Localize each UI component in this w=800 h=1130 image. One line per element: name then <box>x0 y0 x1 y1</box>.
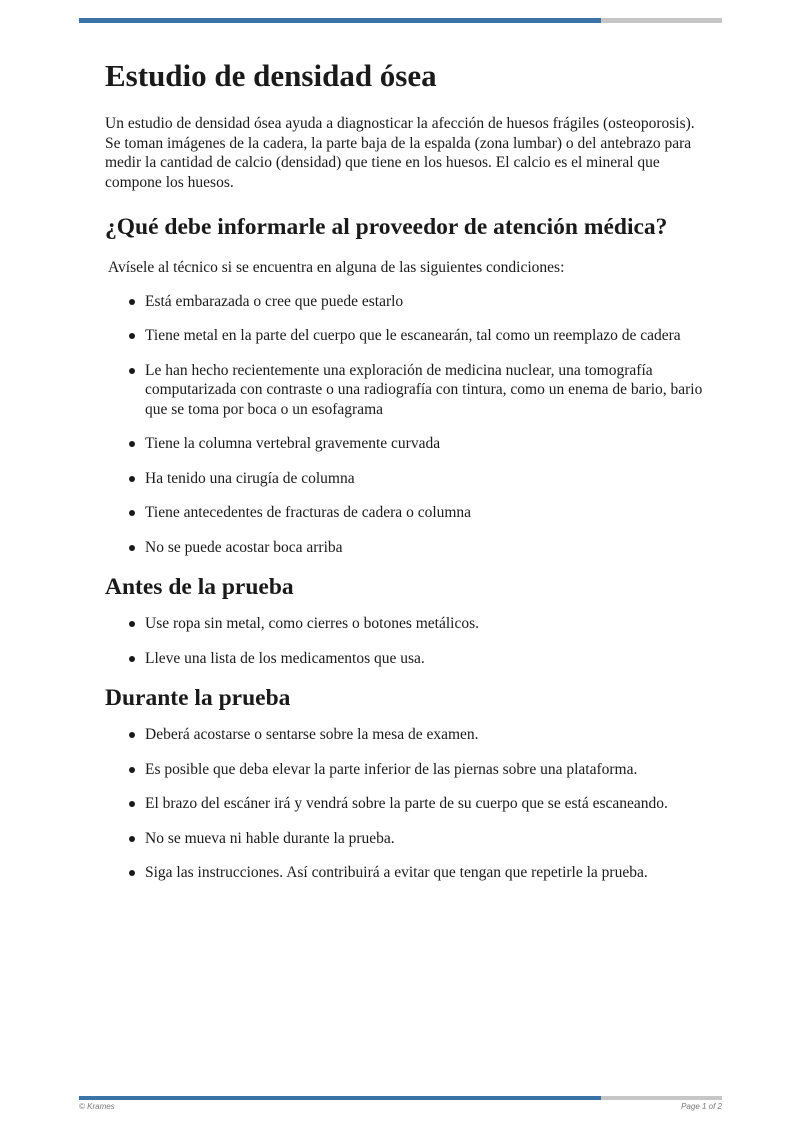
bullet-icon <box>129 299 135 305</box>
footer-rule-blue <box>79 1096 601 1100</box>
list-item: El brazo del escáner irá y vendrá sobre la parte de su cuerpo que se está escaneando. <box>105 794 705 814</box>
list-item: Tiene la columna vertebral gravemente curvada <box>105 434 705 454</box>
bullet-icon <box>129 836 135 842</box>
section-heading-during: Durante la prueba <box>105 685 291 711</box>
document-body <box>105 56 705 898</box>
bullet-icon <box>129 870 135 876</box>
header-rule-blue <box>79 18 601 23</box>
bullet-icon <box>129 441 135 447</box>
bullet-icon <box>129 476 135 482</box>
list-item: No se mueva ni hable durante la prueba. <box>105 829 705 849</box>
bullet-icon <box>129 767 135 773</box>
footer-rule <box>79 1096 722 1100</box>
list-item: Use ropa sin metal, como cierres o botones metálicos. <box>105 614 705 634</box>
bullet-icon <box>129 732 135 738</box>
section-heading-inform: ¿Qué debe informarle al proveedor de atención médica? <box>105 214 668 240</box>
header-rule <box>79 18 722 23</box>
bullet-icon <box>129 368 135 374</box>
list-item: Le han hecho recientemente una exploración de medicina nuclear, una tomografía computarizada con contraste o una radiografía con tintura, como un enema de bario, bario que se toma por boca o un esofagrama <box>105 361 705 420</box>
footer-page-number: Page 1 of 2 <box>681 1102 722 1111</box>
header-rule-gray <box>601 18 722 23</box>
bullet-icon <box>129 621 135 627</box>
intro-paragraph: Un estudio de densidad ósea ayuda a diagnosticar la afección de huesos frágiles (osteoporosis). Se toman imágenes de la cadera, la parte baja de la espalda (zona lumbar) o del antebrazo para medir la cantidad de calcio (densidad) que tiene en los huesos. El calcio es el mineral que compone los huesos. <box>105 115 695 191</box>
bullet-icon <box>129 333 135 339</box>
list-item: Siga las instrucciones. Así contribuirá a evitar que tengan que repetirle la prueba. <box>105 863 705 883</box>
list-item: Deberá acostarse o sentarse sobre la mesa de examen. <box>105 725 705 745</box>
bullet-icon <box>129 801 135 807</box>
bullet-icon <box>129 545 135 551</box>
list-item: Lleve una lista de los medicamentos que usa. <box>105 649 705 669</box>
list-before <box>105 614 705 668</box>
list-inform <box>105 292 705 558</box>
footer-rule-gray <box>601 1096 722 1100</box>
list-item: Tiene antecedentes de fracturas de cadera o columna <box>105 503 705 523</box>
list-item: Ha tenido una cirugía de columna <box>105 469 705 489</box>
list-item: Es posible que deba elevar la parte inferior de las piernas sobre una plataforma. <box>105 760 705 780</box>
list-item: Está embarazada o cree que puede estarlo <box>105 292 705 312</box>
section-heading-before: Antes de la prueba <box>105 574 294 600</box>
section-lead-inform: Avísele al técnico si se encuentra en alguna de las siguientes condiciones: <box>108 259 565 276</box>
list-item: No se puede acostar boca arriba <box>105 538 705 558</box>
bullet-icon <box>129 656 135 662</box>
list-item: Tiene metal en la parte del cuerpo que le escanearán, tal como un reemplazo de cadera <box>105 326 705 346</box>
footer-copyright: © Krames <box>79 1102 115 1111</box>
page-title: Estudio de densidad ósea <box>105 58 437 93</box>
bullet-icon <box>129 510 135 516</box>
list-during <box>105 725 705 883</box>
